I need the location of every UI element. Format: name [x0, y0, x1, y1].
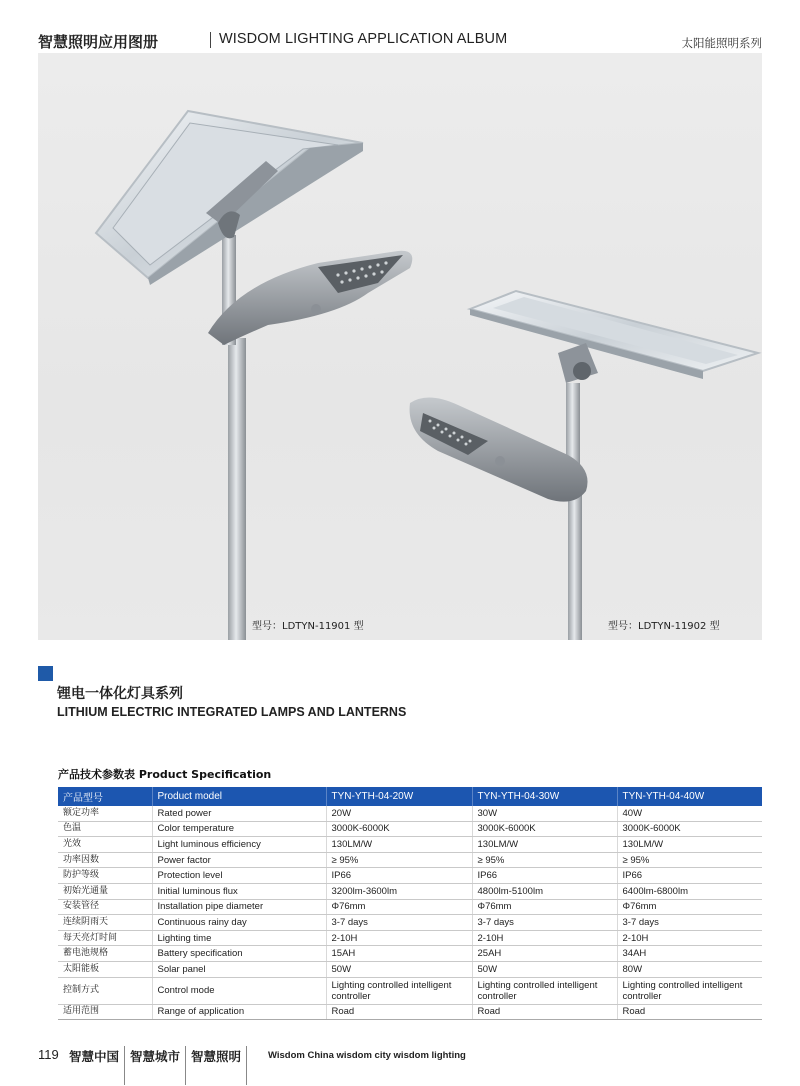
spec-row — [58, 852, 762, 868]
spec-row — [58, 915, 762, 931]
header-cell: 产品型号 — [58, 787, 152, 806]
spec-cell: 3000K-6000K — [472, 821, 617, 837]
spec-cell: ≥ 95% — [617, 852, 762, 868]
spec-cell: Φ76mm — [472, 899, 617, 915]
spec-cell: Road — [617, 1004, 762, 1020]
spec-cell: 130LM/W — [617, 837, 762, 853]
spec-cell: 15AH — [326, 946, 472, 962]
spec-row — [58, 806, 762, 821]
footer-item-china: 智慧中国 — [69, 1049, 120, 1064]
spec-cell: 光效 — [58, 837, 152, 853]
spec-heading: 产品技术参数表 Product Specification — [58, 768, 272, 781]
page-footer — [38, 1046, 762, 1086]
spec-cell: 初始光通量 — [58, 883, 152, 899]
spec-cell: 4800lm-5100lm — [472, 883, 617, 899]
spec-cell: 安装管径 — [58, 899, 152, 915]
spec-row — [58, 930, 762, 946]
footer-divider — [124, 1046, 125, 1085]
spec-cell: 50W — [472, 961, 617, 977]
spec-cell: 2-10H — [472, 930, 617, 946]
spec-row — [58, 899, 762, 915]
spec-row — [58, 961, 762, 977]
spec-cell: Color temperature — [152, 821, 326, 837]
spec-cell: ≥ 95% — [326, 852, 472, 868]
section-marker — [38, 666, 53, 681]
footer-divider — [185, 1046, 186, 1085]
spec-row — [58, 977, 762, 1004]
album-title-zh: 智慧照明应用图册 — [38, 33, 159, 51]
spec-header-row — [58, 787, 762, 806]
spec-cell: Power factor — [152, 852, 326, 868]
spec-cell: 控制方式 — [58, 977, 152, 1004]
spec-row — [58, 1004, 762, 1020]
spec-cell: 3-7 days — [472, 915, 617, 931]
spec-cell: 3200lm-3600lm — [326, 883, 472, 899]
spec-cell: IP66 — [472, 868, 617, 884]
spec-cell: 3-7 days — [617, 915, 762, 931]
album-title-en: WISDOM LIGHTING APPLICATION ALBUM — [219, 31, 508, 47]
series-label: 太阳能照明系列 — [681, 36, 762, 50]
section-title-en: LITHIUM ELECTRIC INTEGRATED LAMPS AND LANTERNS — [57, 705, 407, 719]
spec-cell: 6400lm-6800lm — [617, 883, 762, 899]
page-number: 119 — [38, 1047, 59, 1062]
spec-cell: 色温 — [58, 821, 152, 837]
spec-row — [58, 821, 762, 837]
spec-cell: Range of application — [152, 1004, 326, 1020]
spec-cell: 3000K-6000K — [326, 821, 472, 837]
spec-cell: Installation pipe diameter — [152, 899, 326, 915]
spec-cell: Lighting controlled intelligent controller — [326, 977, 472, 1004]
spec-cell: 太阳能板 — [58, 961, 152, 977]
spec-cell: 3000K-6000K — [617, 821, 762, 837]
spec-cell: 2-10H — [326, 930, 472, 946]
street-lamp-illustration — [38, 53, 762, 640]
spec-cell: Solar panel — [152, 961, 326, 977]
spec-cell: Road — [326, 1004, 472, 1020]
spec-cell: 30W — [472, 806, 617, 821]
spec-cell: 40W — [617, 806, 762, 821]
lamp-ldtyn-11901 — [96, 111, 412, 640]
spec-cell: 3-7 days — [326, 915, 472, 931]
spec-cell: 功率因数 — [58, 852, 152, 868]
spec-cell: 2-10H — [617, 930, 762, 946]
spec-cell: Battery specification — [152, 946, 326, 962]
spec-cell: ≥ 95% — [472, 852, 617, 868]
spec-cell: Φ76mm — [617, 899, 762, 915]
spec-cell: 每天亮灯时间 — [58, 930, 152, 946]
header-cell: Product model — [152, 787, 326, 806]
spec-cell: Φ76mm — [326, 899, 472, 915]
spec-cell: 130LM/W — [472, 837, 617, 853]
spec-cell: Lighting controlled intelligent controller — [617, 977, 762, 1004]
spec-row — [58, 883, 762, 899]
spec-body — [58, 806, 762, 1020]
spec-cell: Control mode — [152, 977, 326, 1004]
page-header — [38, 28, 762, 54]
spec-cell: Rated power — [152, 806, 326, 821]
spec-row — [58, 837, 762, 853]
model-label-2: 型号：LDTYN-11902 型 — [608, 621, 720, 632]
section-title-zh: 锂电一体化灯具系列 — [57, 686, 183, 702]
header-cell: TYN-YTH-04-30W — [472, 787, 617, 806]
spec-cell: IP66 — [617, 868, 762, 884]
footer-tagline: Wisdom China wisdom city wisdom lighting — [268, 1050, 466, 1061]
spec-row — [58, 868, 762, 884]
spec-cell: 50W — [326, 961, 472, 977]
spec-cell: Initial luminous flux — [152, 883, 326, 899]
spec-cell: 防护等级 — [58, 868, 152, 884]
product-photo — [38, 53, 762, 640]
header-divider — [210, 32, 211, 48]
spec-cell: 额定功率 — [58, 806, 152, 821]
lamp-ldtyn-11902 — [410, 291, 758, 640]
header-cell: TYN-YTH-04-20W — [326, 787, 472, 806]
spec-table — [58, 787, 762, 1020]
spec-cell: 25AH — [472, 946, 617, 962]
header-cell: TYN-YTH-04-40W — [617, 787, 762, 806]
model-label-1: 型号：LDTYN-11901 型 — [252, 621, 364, 632]
spec-cell: 130LM/W — [326, 837, 472, 853]
spec-cell: Protection level — [152, 868, 326, 884]
spec-row — [58, 946, 762, 962]
spec-cell: Lighting time — [152, 930, 326, 946]
spec-cell: 34AH — [617, 946, 762, 962]
spec-cell: 蓄电池规格 — [58, 946, 152, 962]
footer-item-city: 智慧城市 — [130, 1049, 181, 1064]
spec-cell: 20W — [326, 806, 472, 821]
spec-cell: 适用范围 — [58, 1004, 152, 1020]
footer-item-lighting: 智慧照明 — [191, 1049, 242, 1064]
footer-divider — [246, 1046, 247, 1085]
spec-cell: Continuous rainy day — [152, 915, 326, 931]
spec-cell: Light luminous efficiency — [152, 837, 326, 853]
spec-cell: Lighting controlled intelligent controller — [472, 977, 617, 1004]
spec-cell: Road — [472, 1004, 617, 1020]
spec-cell: 连续阴雨天 — [58, 915, 152, 931]
spec-cell: IP66 — [326, 868, 472, 884]
spec-cell: 80W — [617, 961, 762, 977]
